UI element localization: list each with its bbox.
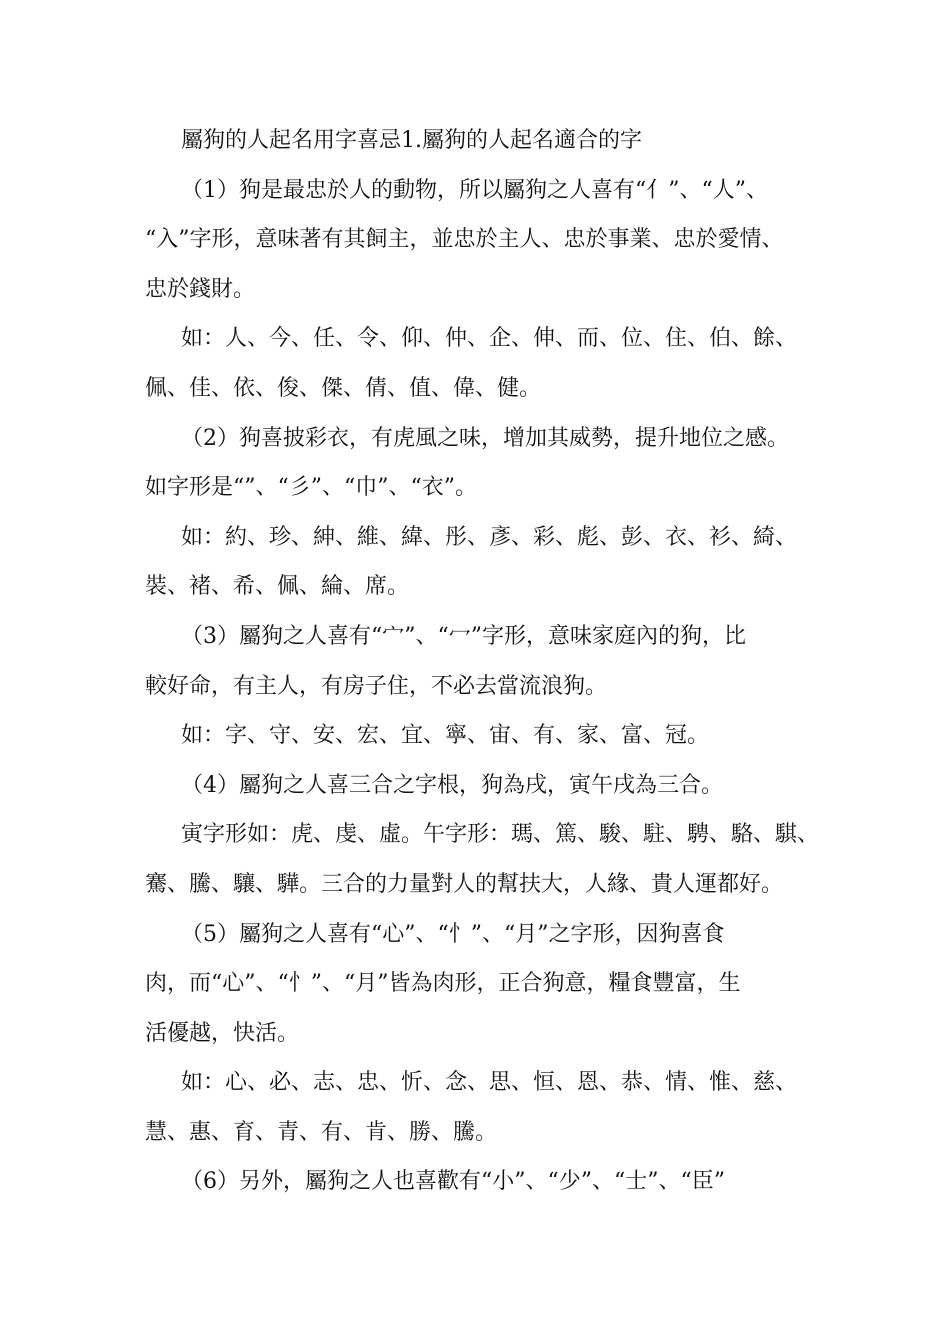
examples-4-line-2: 騫、騰、驤、驊。三合的力量對人的幫扶大，人緣、貴人運都好。 bbox=[145, 871, 784, 897]
examples-3-line-1: 如：字、守、安、宏、宜、寧、宙、有、家、富、冠。 bbox=[181, 723, 710, 749]
paragraph-6-line-1: （6）另外，屬狗之人也喜歡有“小”、“少”、“士”、“臣” bbox=[181, 1169, 725, 1195]
paragraph-5-line-1: （5）屬狗之人喜有“心”、“忄”、“月”之字形，因狗喜食 bbox=[181, 921, 725, 947]
examples-1-line-1: 如：人、今、任、令、仰、仲、企、伸、而、位、住、伯、餘、 bbox=[181, 326, 798, 352]
examples-5-line-2: 慧、惠、育、青、有、肯、勝、騰。 bbox=[145, 1119, 498, 1145]
paragraph-5-line-2: 肉，而“心”、“忄”、“月”皆為肉形，正合狗意，糧食豐富，生 bbox=[145, 971, 741, 997]
examples-1-line-2: 佩、佳、依、俊、傑、倩、值、偉、健。 bbox=[145, 375, 542, 401]
paragraph-4-line-1: （4）屬狗之人喜三合之字根，狗為戌，寅午戌為三合。 bbox=[181, 772, 723, 798]
document-body bbox=[145, 116, 820, 1207]
paragraph-2-line-2: 如字形是“”、“彡”、“巾”、“衣”。 bbox=[145, 475, 477, 501]
examples-2-line-1: 如：約、珍、紳、維、緯、彤、彥、彩、彪、彭、衣、衫、綺、 bbox=[181, 524, 798, 550]
title-line: 屬狗的人起名用字喜忌1.屬狗的人起名適合的字 bbox=[181, 128, 642, 153]
paragraph-1-line-3: 忠於錢財。 bbox=[145, 276, 256, 302]
examples-5-line-1: 如：心、必、志、忠、忻、念、思、恒、恩、恭、情、惟、慈、 bbox=[181, 1070, 798, 1096]
paragraph-1-line-2: “入”字形，意味著有其飼主，並忠於主人、忠於事業、忠於愛情、 bbox=[145, 227, 784, 253]
examples-2-line-2: 裝、褚、希、佩、綸、席。 bbox=[145, 574, 410, 600]
paragraph-2-line-1: （2）狗喜披彩衣，有虎風之味，增加其威勢，提升地位之感。 bbox=[181, 425, 789, 451]
paragraph-5-line-3: 活優越，快活。 bbox=[145, 1020, 300, 1046]
paragraph-1-line-1: （1）狗是最忠於人的動物，所以屬狗之人喜有“亻”、“人”、 bbox=[181, 177, 768, 203]
examples-4-line-1: 寅字形如：虎、虔、虛。午字形：瑪、篤、駿、駐、騁、駱、騏、 bbox=[181, 822, 820, 848]
paragraph-3-line-2: 較好命，有主人，有房子住，不必去當流浪狗。 bbox=[145, 673, 608, 699]
paragraph-3-line-1: （3）屬狗之人喜有“宀”、“冖”字形，意味家庭內的狗，比 bbox=[181, 623, 746, 649]
